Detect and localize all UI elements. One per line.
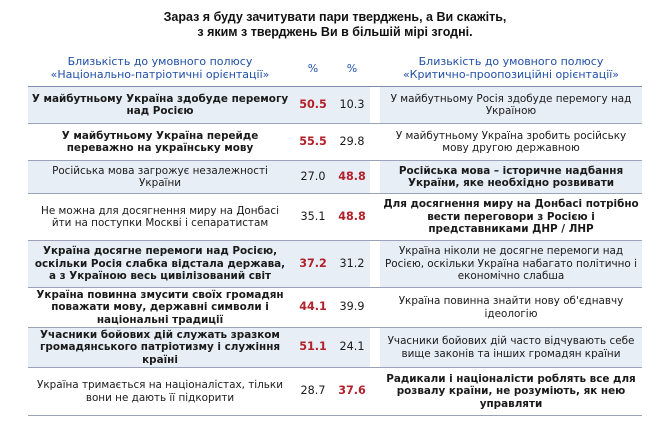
table-row (28, 241, 642, 288)
table-body (28, 87, 642, 416)
right-statement: У майбутньому Росія здобуде перемогу над Україною (390, 92, 632, 117)
right-percent: 48.8 (338, 209, 366, 223)
left-statement: Україна досягне перемоги над Росією, оскільки Росія слабка відстала держава, а з Україною весь цивілізований світ (34, 245, 286, 283)
left-statement: У майбутньому Україна здобуде перемогу над Росією (31, 92, 289, 117)
right-pole-header: Близькість до умовного полюсу «Критично-проопозиційні орієнтації» (380, 50, 642, 87)
title-line-1: Зараз я буду зачитувати пари тверджень, а Ви скажіть, (163, 10, 507, 24)
comparison-table (28, 50, 642, 416)
left-percent: 55.5 (299, 134, 327, 148)
table-header-row (28, 50, 642, 87)
left-statement: Україна тримається на націоналістах, тільки вони не дають її підкорити (37, 379, 283, 404)
left-percent: 44.1 (299, 300, 327, 314)
title-line-2: з яким з тверджень Ви в більшій мірі згодні. (197, 25, 473, 39)
table-row (28, 328, 642, 368)
left-percent: 28.7 (300, 384, 326, 398)
right-statement: У майбутньому Україна зробить російську мову другою державною (395, 129, 627, 154)
left-percent: 50.5 (299, 97, 327, 111)
right-percent: 31.2 (339, 256, 365, 270)
right-statement: Україна ніколи не досягне перемоги над Росією, оскільки Україна набагато політично і економічно слабша (385, 245, 637, 283)
left-percent: 35.1 (300, 209, 326, 223)
right-percent: 37.6 (338, 384, 366, 398)
table-row (28, 161, 642, 194)
survey-question-title (0, 10, 670, 40)
left-statement: У майбутньому Україна перейде переважно на українську мову (61, 129, 259, 154)
table-row (28, 87, 642, 124)
left-statement: Учасники бойових дій служать зразком громадянського патріотизму і служіння країні (39, 328, 281, 366)
right-percent: 10.3 (339, 97, 365, 111)
right-percent: 39.9 (339, 300, 365, 314)
left-pole-header: Близькість до умовного полюсу «Національно-патріотичні орієнтації» (28, 50, 292, 87)
right-statement: Учасники бойових дій часто відчувають себе вище законів та інших громадян країни (387, 335, 635, 360)
right-percent: 48.8 (338, 169, 366, 183)
left-percent: 27.0 (300, 169, 326, 183)
left-statement: Не можна для досягнення миру на Донбасі йти на поступки Москві і сепаратистам (41, 204, 279, 229)
left-percent: 37.2 (299, 256, 327, 270)
table-row (28, 368, 642, 416)
table-row (28, 194, 642, 241)
right-percent: 24.1 (339, 340, 365, 354)
right-statement: Для досягнення миру на Донбасі потрібно вести переговори з Росією і представниками ДНР / ЛНР (383, 198, 639, 236)
right-statement: Радикали і націоналісти роблять все для розвалу країни, не розуміють, як нею управляти (386, 372, 636, 410)
right-statement: Україна повинна знайти нову об'єднавчу ідеологію (398, 295, 624, 320)
left-statement: Російська мова загрожує незалежності України (52, 164, 268, 189)
left-statement: Україна повинна змусити своїх громадян поважати мову, державні символи і національні традиції (36, 288, 284, 326)
left-percent: 51.1 (299, 340, 327, 354)
right-statement: Російська мова – історичне надбання України, яке необхідно розвивати (398, 164, 624, 189)
right-percent-header: % (334, 50, 370, 87)
table-row (28, 288, 642, 328)
table-row (28, 124, 642, 161)
left-percent-header: % (292, 50, 334, 87)
right-percent: 29.8 (339, 134, 365, 148)
